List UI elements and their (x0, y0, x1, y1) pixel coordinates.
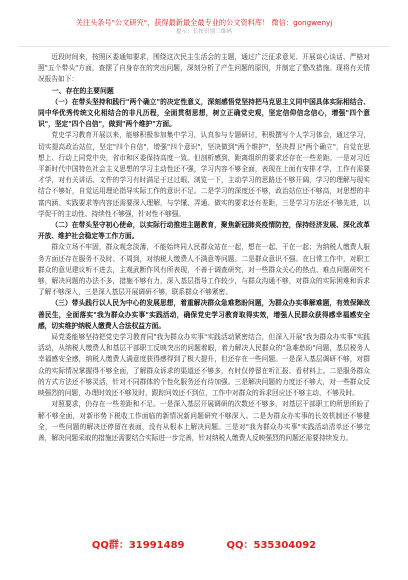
subsection-paragraph: （二）在带头坚守初心使命，以实际行动推进主题教育，聚焦新冠肺炎疫情防控，保持经济发展、深化改革开放、维护社会稳定等工作方面。 (38, 221, 370, 241)
subsection-paragraph: （一）在带头坚持和践行"两个确立"的决定性意义，深刻感悟党坚持把马克思主义同中国具体实际相结合、同中华优秀传统文化相结合的非凡历程，全面贯彻思想，树立正确党史观，坚定信仰信念信心，增强"四个意识"，坚定"四个自信"，做到"两个维护"方面。 (38, 97, 370, 129)
section-heading: 一、存在的主要问题 (51, 86, 114, 95)
document-body (38, 52, 370, 444)
body-paragraph: 近段时间来，按照区委通知要求，围绕这次民主生活会的主题，通过广泛征求意见、开展谈心谈话、严格对照"五个带头"方面，查摆了自身存在的突出问题，深刻分析了产生问题的原因，并制定了整改措施。现将有关情况报告如下： (38, 53, 370, 84)
subsection-paragraph: （三）带头践行以人民为中心的发展思想，着重解决群众急难愁盼问题，为群众办实事解难题，有效保障改善民生，全面落实"我为群众办实事"实践活动，确保党史学习教育取得实效，增强人民群众获得感幸福感安全感，切实维护纳税人缴费人合法权益方面。 (38, 299, 370, 330)
body-paragraph: 局党委能够坚持把党史学习教育同"我为群众办实事"实践活动紧密结合，但深入开展"我为群众办实事"实践活动，从纳税人缴费人和基层干部职工反映突出的问题着眼，着力解决人民群众的"急难愁盼"问题，基层税务人幸福感安全感，纳税人缴费人满意度获得感得到了极大提升，但还存在一些问题。一是深入基层调研不够，对群众的实际情况掌握得不够全面，了解群众诉求的渠道还不够多，有时仅停留在听汇报、看材料上。二是服务群众的方式方法还不够灵活，针对不同群体的个性化服务还有待加强。三是解决问题的力度还不够大，对一些群众反映强烈的问题，办理时效还不够及时，跟踪问效还不到位，工作中对群众的诉求回应还不够主动、不够及时。 (38, 333, 370, 398)
banner-text: 关注头条号"公文研究"，获得最新最全最专业的公文资料库！ 微信：gongwenyj (75, 18, 333, 27)
body-paragraph: 党史学习教育开展以来，能够积极参加集中学习，认真参与专题研讨，积极撰写个人学习体会，通过学习，切实提高政治站位，坚定"四个自信"，增强"四个意识"，坚决做到"两个维护"，坚决捍卫"两个确立"，自觉在思想上、行动上同党中央，省市和区委保持高度一致。但剖析感到，距离组织的要求还存在一些差距。一是对习近平新时代中国特色社会主义思想的学习主动性还不强，学习内容不够全面，表现在上面有安排才学，工作有需要才学，对有关讲话、文件的学习有时满足于过过眼、浏览一下，主动学习的思路还不够开阔，学习的理解与现实结合不够好，自觉运用理论指导实际工作的意识不足。二是学习的深度还不够，政治站位还不够高，对思想的丰富内涵、实践要求等内容还需要深入理解，与学懂、弄通、做实的要求还有差距，三是学习方法还不够先进，以学促干的主动性、持续性不够强，针对性不够强。 (38, 131, 370, 218)
banner-tip: 提示：长按识别二维码 (176, 29, 232, 35)
top-banner (18, 18, 390, 47)
footer (18, 536, 390, 556)
footer-qq: QQ：535304092 (226, 540, 317, 551)
footer-qq-group: QQ群：31991489 (91, 540, 185, 551)
body-paragraph: 群众立场不牢固，群众观念淡薄，不能始终同人民群众站在一起，想在一起、干在一起；为纳税人缴费人服务方面还存在服务不及时、不周到，对纳税人缴费人不满意等问题。二是群众意识不强。在日常工作中，对职工群众的意见建议听不进去，主观武断作风有所表现，不善于调查研究，对一些群众关心的热点、难点问题研究不够，解决问题的办法不多，措施不够有力，深入基层指导工作较少，与群众沟通不够，对群众的实际困难和诉求了解不够深入，三是深入基层开展调研不够，联系群众不够紧密。 (38, 243, 370, 297)
body-paragraph: 对照要求，仍存在一些差距和不足。一是深入基层开展调研的次数还不够多，对基层干部职工的所思所盼了解不够全面，对新形势下税收工作面临的新情况新问题研究不够深入。二是为群众办实事的长效机制还不够健全，一些问题的解决还停留在表面，没有从根本上解决问题。三是对"我为群众办实事"实践活动清单还不够完善，解决问题采取的措施还需要结合实际进一步完善，针对纳税人缴费人反映强烈的问题还需要持续发力。 (38, 400, 370, 442)
